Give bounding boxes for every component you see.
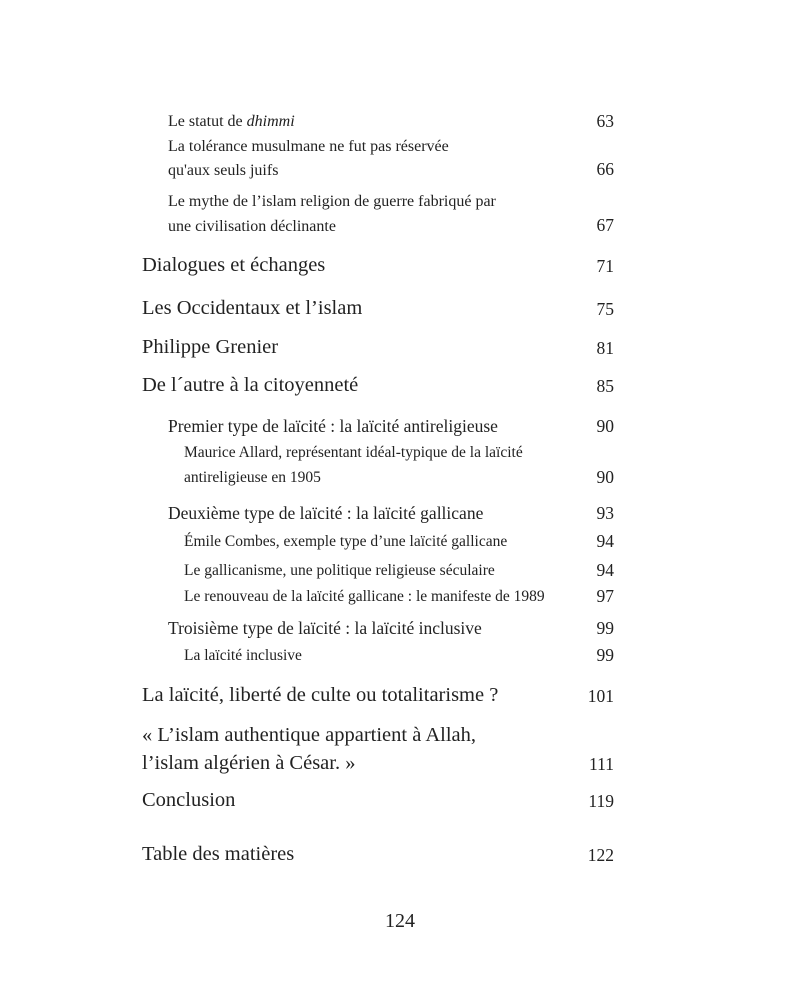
table-of-contents (142, 0, 614, 1000)
toc-entry-page: 85 (596, 376, 614, 396)
toc-entry-page: 101 (587, 686, 614, 706)
toc-entry-page: 97 (596, 586, 614, 606)
toc-entry-page: 99 (596, 645, 614, 665)
toc-entry-title: Troisième type de laïcité : la laïcité inclusive (168, 618, 482, 638)
toc-entry-title-line1: Maurice Allard, représentant idéal-typique de la laïcité (184, 444, 523, 461)
toc-entry-page: 99 (596, 618, 614, 638)
toc-entry-title-line2: antireligieuse en 1905 (184, 469, 321, 486)
toc-entry-page: 66 (596, 159, 614, 179)
toc-entry-page: 67 (596, 215, 614, 235)
toc-entry-title: Les Occidentaux et l’islam (142, 297, 363, 319)
toc-entry-title-line1: « L’islam authentique appartient à Allah, (142, 724, 476, 746)
toc-entry-title: Premier type de laïcité : la laïcité antireligieuse (168, 416, 498, 436)
toc-entry-title: De l´autre à la citoyenneté (142, 374, 359, 396)
toc-entry-title-line2: une civilisation déclinante (168, 218, 336, 235)
toc-entry-title-text: Le statut de (168, 113, 247, 130)
toc-entry-page: 90 (596, 416, 614, 436)
toc-entry-title-line2: l’islam algérien à César. » (142, 752, 356, 774)
toc-entry-title: La laïcité, liberté de culte ou totalitarisme ? (142, 684, 499, 706)
toc-entry-page: 94 (596, 560, 614, 580)
toc-entry-title: Table des matières (142, 843, 295, 865)
toc-entry-title-line1: La tolérance musulmane ne fut pas réservée (168, 138, 449, 155)
toc-entry-page: 63 (596, 111, 614, 131)
toc-entry-page: 94 (596, 531, 614, 551)
toc-entry-title: Conclusion (142, 789, 236, 811)
toc-entry-title: Émile Combes, exemple type d’une laïcité gallicane (184, 533, 508, 550)
page-number: 124 (385, 910, 415, 932)
toc-entry-title: Le renouveau de la laïcité gallicane : le manifeste de 1989 (184, 588, 545, 605)
toc-entry-title: Le gallicanisme, une politique religieuse séculaire (184, 562, 495, 579)
toc-entry-title: Deuxième type de laïcité : la laïcité gallicane (168, 503, 484, 523)
toc-entry-page: 81 (596, 338, 614, 358)
toc-entry-page: 71 (596, 256, 614, 276)
toc-entry-title: La laïcité inclusive (184, 647, 302, 664)
toc-entry-page: 111 (589, 754, 614, 774)
toc-entry-title-line2: qu'aux seuls juifs (168, 162, 279, 179)
toc-entry-title-line1: Le mythe de l’islam religion de guerre fabriqué par (168, 193, 496, 210)
toc-entry-page: 75 (596, 299, 614, 319)
toc-entry-page: 93 (596, 503, 614, 523)
toc-entry-title (168, 113, 295, 131)
toc-entry-title: Philippe Grenier (142, 336, 279, 358)
toc-entry-page: 90 (596, 467, 614, 487)
toc-entry-page: 122 (587, 845, 614, 865)
toc-entry-title-italic: dhimmi (246, 113, 295, 130)
toc-entry-page: 119 (588, 791, 614, 811)
toc-entry-title: Dialogues et échanges (142, 254, 326, 276)
